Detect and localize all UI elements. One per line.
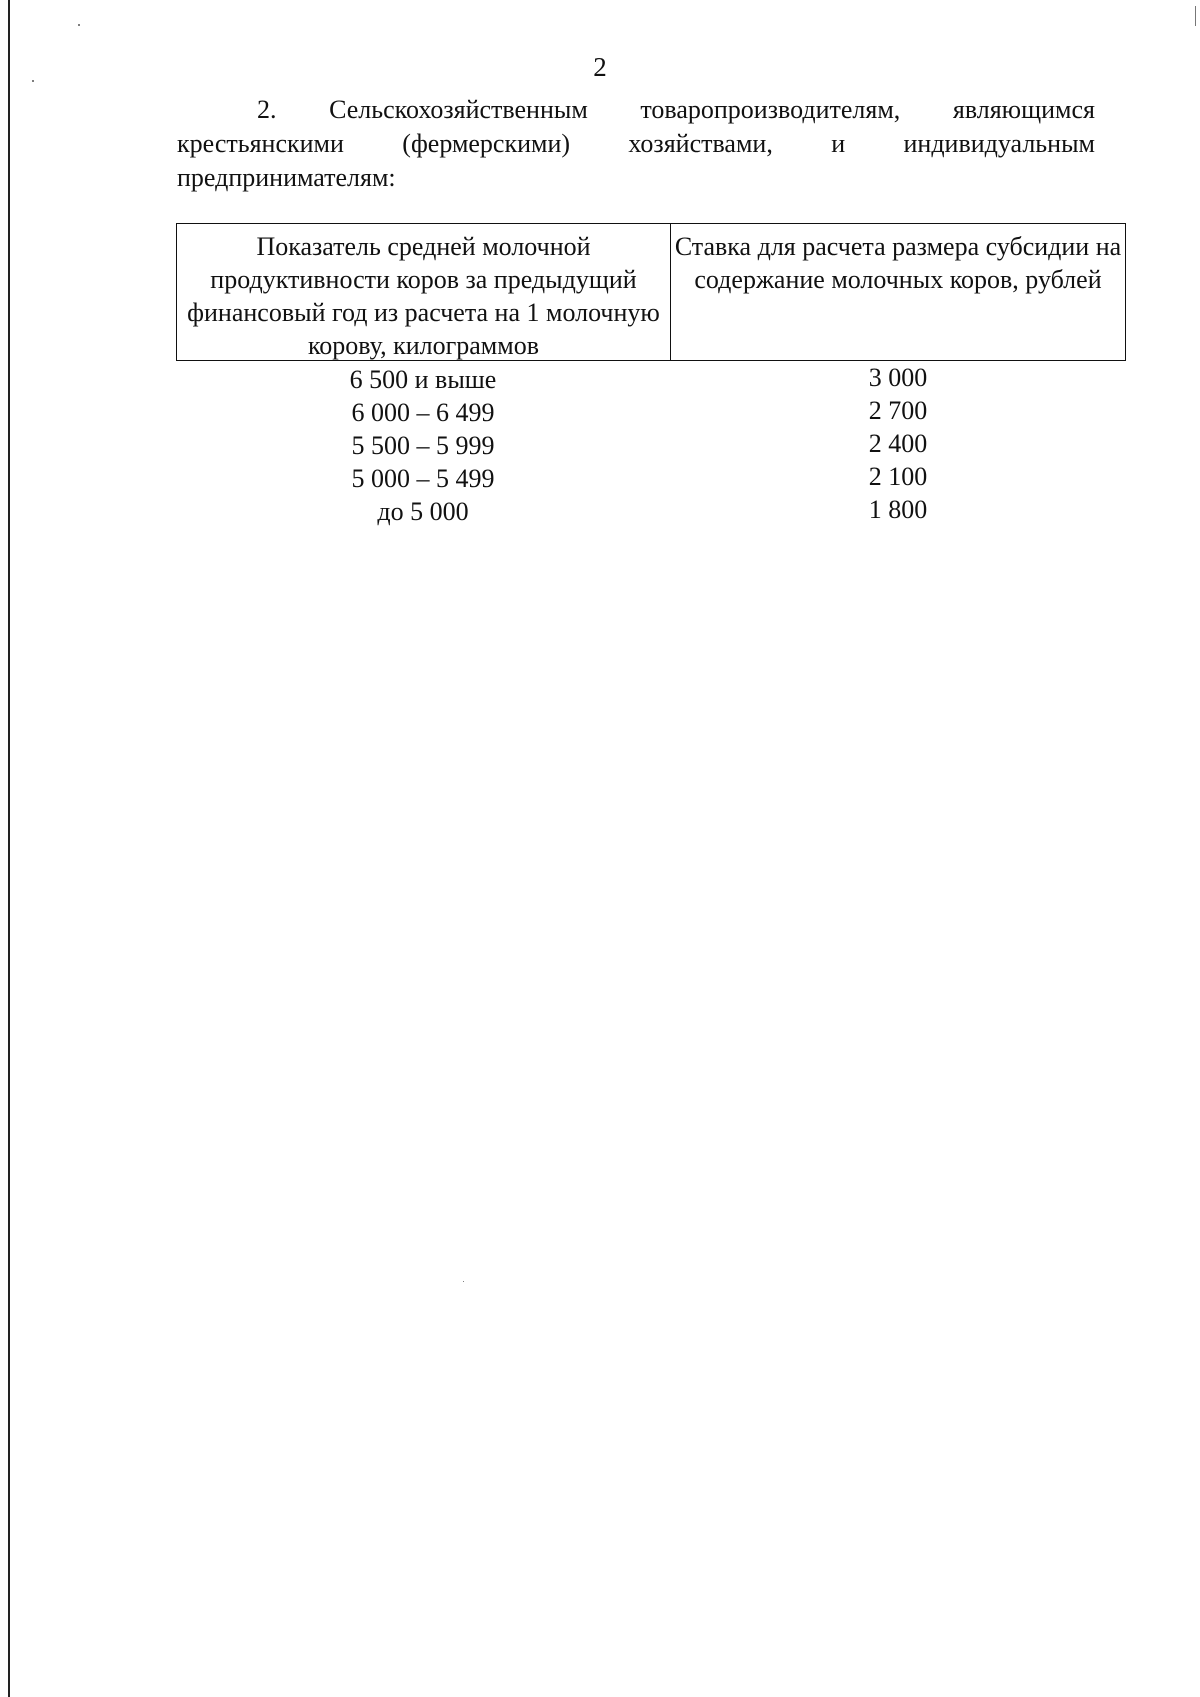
cell-rate: 2 100 xyxy=(868,462,928,491)
cell-rate: 3 000 xyxy=(868,363,928,392)
cell-productivity: до 5 000 xyxy=(377,497,469,526)
body-paragraph: 2. Сельскохозяйственным товаропроизводителям, являющимся крестьянскими (фермерскими) хозяйствами, и индивидуальным предпринимателям: xyxy=(177,95,1095,192)
table-row xyxy=(176,462,1126,495)
scan-speck xyxy=(78,24,80,26)
scan-edge-line xyxy=(8,0,10,1697)
scan-speck xyxy=(463,1281,464,1282)
table-body xyxy=(176,363,1126,528)
scan-edge-mark xyxy=(1195,6,1196,26)
cell-rate: 1 800 xyxy=(868,495,928,524)
cell-productivity: 5 500 – 5 999 xyxy=(351,431,495,460)
table-row xyxy=(176,363,1126,396)
table-row xyxy=(176,396,1126,429)
cell-rate: 2 400 xyxy=(868,429,928,458)
header-rate: Ставка для расчета размера субсидии на содержание молочных коров, рублей xyxy=(674,232,1122,294)
cell-rate: 2 700 xyxy=(868,396,928,425)
header-productivity: Показатель средней молочной продуктивности коров за предыдущий финансовый год из расчета на 1 молочную корову, килограммов xyxy=(177,224,671,360)
cell-productivity: 5 000 – 5 499 xyxy=(351,464,495,493)
cell-productivity: 6 000 – 6 499 xyxy=(351,398,495,427)
cell-productivity: 6 500 и выше xyxy=(349,365,497,394)
rate-table xyxy=(176,223,1126,528)
table-header xyxy=(176,223,1126,361)
table-row xyxy=(176,429,1126,462)
page-number: 2 xyxy=(593,52,607,82)
table-row xyxy=(176,495,1126,528)
